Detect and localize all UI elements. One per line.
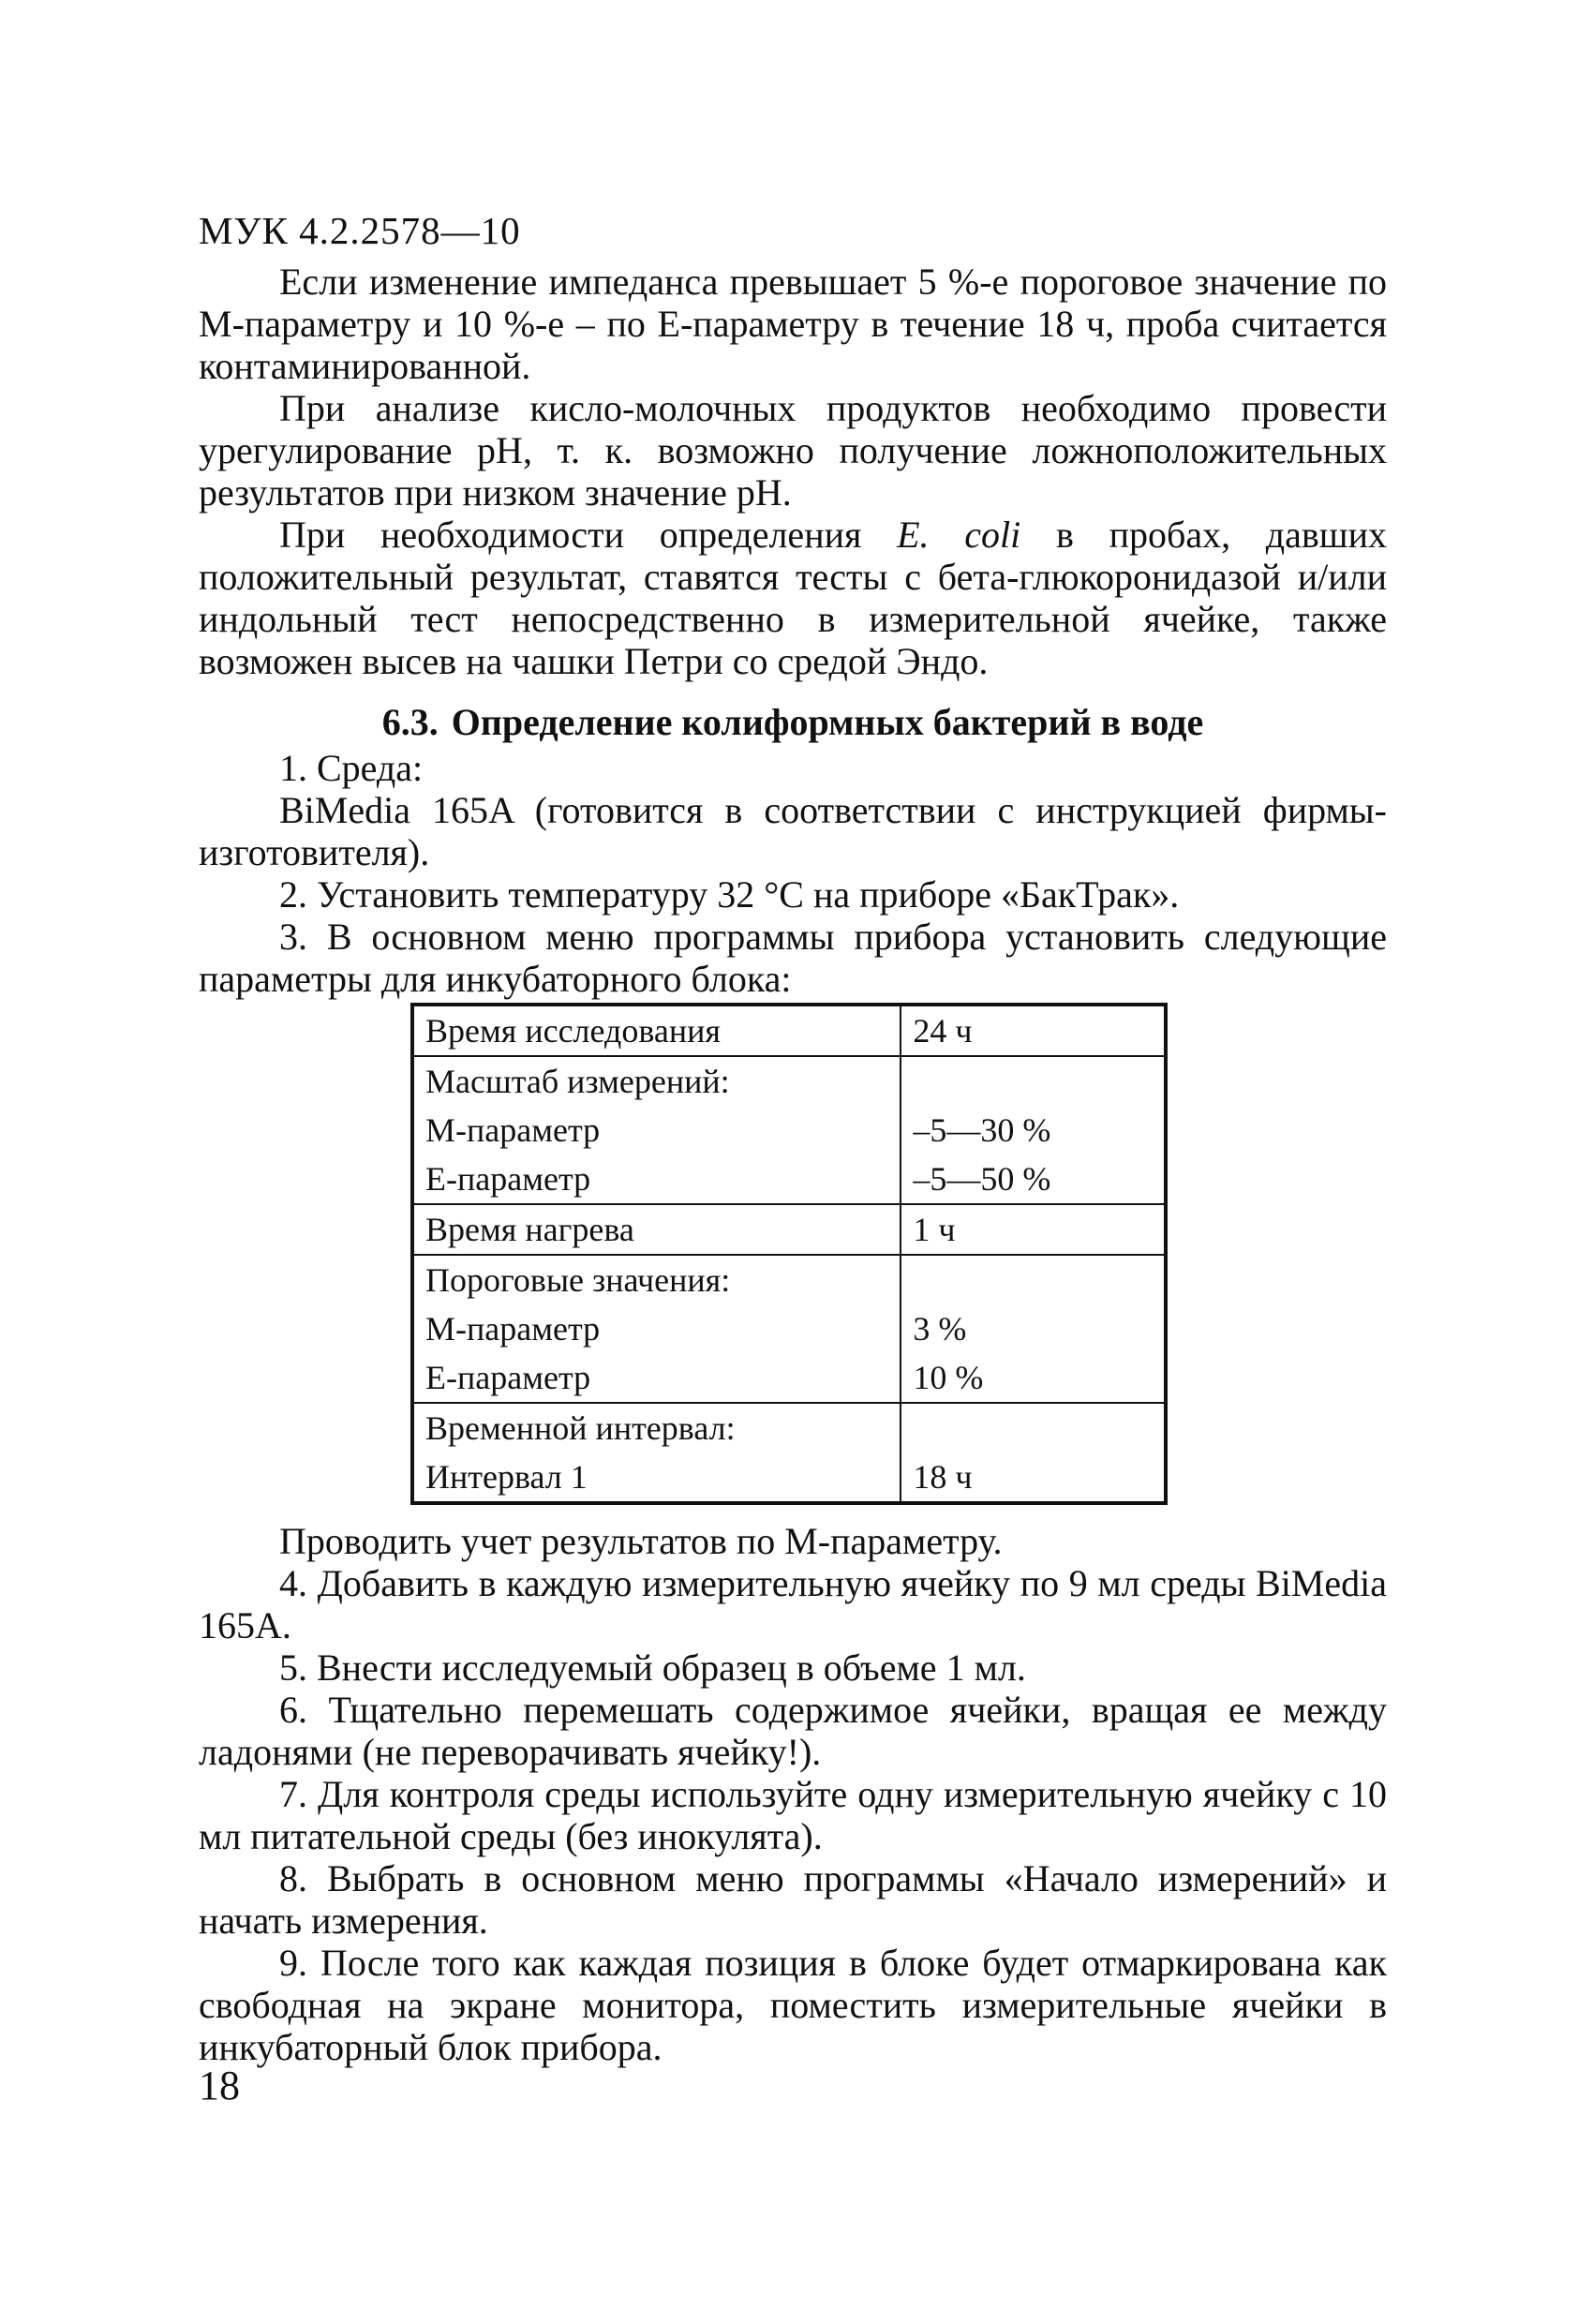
paragraph-results: Проводить учет результатов по М-параметру.: [279, 1520, 1003, 1562]
table-cell-label: Время исследования: [412, 1005, 901, 1056]
section-title: Определение колиформных бактерий в воде: [451, 701, 1204, 743]
table-sublabel: М-параметр: [425, 1310, 601, 1348]
table-sublabel: Интервал 1: [425, 1458, 588, 1496]
table-group-title: Масштаб измерений:: [425, 1063, 730, 1100]
parameters-table: [410, 1003, 1168, 1505]
table-value: 10 %: [913, 1359, 984, 1396]
section-heading: [199, 701, 1387, 743]
step-4: 4. Добавить в каждую измерительную ячейку по 9 мл среды BiMedia 165A.: [199, 1562, 1387, 1646]
table-cell-value: [901, 1255, 1166, 1403]
section-number: 6.3.: [381, 701, 439, 743]
document-header: МУК 4.2.2578—10: [199, 209, 521, 252]
table-row: [412, 1005, 1166, 1056]
table-row: [412, 1056, 1166, 1204]
paragraph-impedance: Если изменение импеданса превышает 5 %-е пороговое значение по М-параметру и 10 %-е – по Е-параметру в течение 18 ч, проба считается контаминированной.: [199, 261, 1387, 387]
step-3: 3. В основном меню программы прибора установить следующие параметры для инкубаторного блока:: [199, 916, 1387, 1000]
table-value: –5—50 %: [913, 1160, 1051, 1198]
ecoli-term: E. coli: [897, 514, 1021, 556]
table-spacer: [913, 1057, 1153, 1106]
table-sublabel: М-параметр: [425, 1111, 601, 1149]
table-cell-label: [412, 1255, 901, 1403]
table-value: 3 %: [913, 1310, 967, 1348]
table-spacer: [913, 1404, 1153, 1452]
page-number: 18: [199, 2063, 240, 2108]
table-cell-label: Время нагрева: [412, 1204, 901, 1255]
step-1: 1. Среда:: [279, 747, 424, 789]
step-6: 6. Тщательно перемешать содержимое ячейки, вращая ее между ладонями (не переворачивать ячейку!).: [199, 1689, 1387, 1773]
paragraph-ecoli-start: При необходимости определения: [279, 514, 898, 556]
table-sublabel: Е-параметр: [425, 1359, 591, 1396]
table-row: [412, 1403, 1166, 1503]
table-cell-label: [412, 1403, 901, 1503]
table-row: [412, 1204, 1166, 1255]
table-group-title: Временной интервал:: [425, 1409, 736, 1447]
table-group-title: Пороговые значения:: [425, 1261, 731, 1299]
step-8: 8. Выбрать в основном меню программы «Начало измерений» и начать измерения.: [199, 1857, 1387, 1942]
table-sublabel: Е-параметр: [425, 1160, 591, 1198]
step-1-detail: BiMedia 165A (готовится в соответствии с инструкцией фирмы-изготовителя).: [199, 789, 1387, 873]
table-cell-value: [901, 1056, 1166, 1204]
paragraph-ecoli-end: в пробах, давших положительный результат, ставятся тесты с бета-глюкоронидазой и/или индольный тест непосредственно в измерительной ячейке, также возможен высев на чашки Петри со средой Эндо.: [199, 514, 1387, 682]
paragraph-ph: При анализе кисло-молочных продуктов необходимо провести урегулирование pH, т. к. возможно получение ложноположительных результатов при низком значение pH.: [199, 387, 1387, 514]
step-5: 5. Внести исследуемый образец в объеме 1 мл.: [279, 1646, 1026, 1689]
table-value: 18 ч: [913, 1458, 973, 1496]
body-top: [199, 261, 1387, 1000]
body-bottom: [199, 1520, 1387, 2068]
table-spacer: [913, 1256, 1153, 1304]
table-row: [412, 1255, 1166, 1403]
table-cell-value: [901, 1403, 1166, 1503]
table-cell-value: 24 ч: [901, 1005, 1166, 1056]
table-value: –5—30 %: [913, 1111, 1051, 1149]
step-9: 9. После того как каждая позиция в блоке будет отмаркирована как свободная на экране монитора, поместить измерительные ячейки в инкубаторный блок прибора.: [199, 1942, 1387, 2068]
table-cell-label: [412, 1056, 901, 1204]
paragraph-ecoli: [199, 514, 1387, 682]
table-cell-value: 1 ч: [901, 1204, 1166, 1255]
step-2: 2. Установить температуру 32 °С на приборе «БакТрак».: [279, 873, 1180, 916]
step-7: 7. Для контроля среды используйте одну измерительную ячейку с 10 мл питательной среды (без инокулята).: [199, 1773, 1387, 1857]
